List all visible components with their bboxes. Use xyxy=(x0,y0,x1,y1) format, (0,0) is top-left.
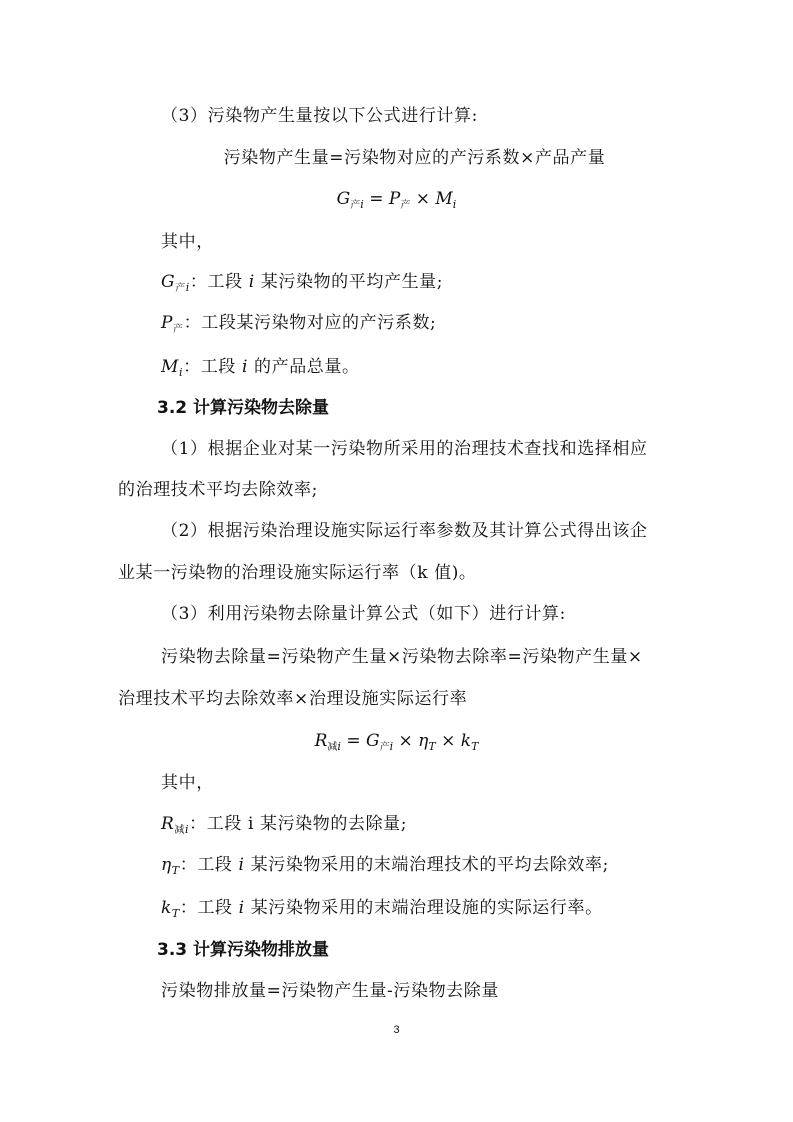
paragraph-emission: 污染物排放量=污染物产生量-污染物去除量 xyxy=(161,981,499,1001)
subscript: 减 xyxy=(174,825,186,836)
index: T xyxy=(428,740,436,753)
symbol-m: M xyxy=(435,189,453,209)
paragraph-step-1-line-2: 的治理技术平均去除效率; xyxy=(118,480,318,500)
subscript: 产 xyxy=(379,742,390,753)
symbol: R xyxy=(161,814,175,834)
symbol: G xyxy=(161,272,176,292)
definition-text: ：工段 xyxy=(179,898,239,918)
variable: i xyxy=(248,272,255,292)
index: T xyxy=(171,864,180,877)
symbol: η xyxy=(161,855,172,875)
symbol-eta: η xyxy=(418,731,429,751)
paragraph-step-2-line-1: （2）根据污染治理设施实际运行率参数及其计算公式得出该企 xyxy=(161,521,648,541)
definition-text: ：工段 i 某污染物的去除量; xyxy=(189,814,408,834)
equals: = xyxy=(340,731,366,751)
variable: i xyxy=(238,855,245,875)
formula-removal xyxy=(0,729,793,760)
index: i xyxy=(179,366,184,379)
where-label: 其中， xyxy=(161,773,214,793)
index: i xyxy=(360,198,364,211)
subscript: 减 xyxy=(327,742,338,753)
page-number: 3 xyxy=(393,1024,400,1036)
section-heading-3-2: 3.2 计算污染物去除量 xyxy=(157,398,330,418)
definition-text: ：工段某污染物对应的产污系数; xyxy=(183,313,437,333)
index: i xyxy=(185,281,190,294)
paragraph-step-2-line-2: 业某一污染物的治理设施实际运行率（k 值)。 xyxy=(118,563,477,583)
variable: i xyxy=(238,898,245,918)
definition-r xyxy=(161,812,407,843)
paragraph-formula-intro: （3）污染物产生量按以下公式进行计算: xyxy=(161,106,478,126)
subscript: 产 xyxy=(400,200,411,211)
formula-text-production: 污染物产生量=污染物对应的产污系数×产品产量 xyxy=(223,148,606,168)
variable: i xyxy=(241,357,248,377)
definition-g xyxy=(161,270,443,301)
definition-text: 的产品总量。 xyxy=(248,357,360,377)
times: × xyxy=(393,731,419,751)
paragraph-step-1-line-1: （1）根据企业对某一污染物所采用的治理技术查找和选择相应 xyxy=(161,439,648,459)
paragraph-step-3: （3）利用污染物去除量计算公式（如下）进行计算: xyxy=(161,604,566,624)
index: i xyxy=(337,740,341,753)
definition-text: ：工段 xyxy=(189,272,249,292)
symbol-g: G xyxy=(336,189,351,209)
symbol: P xyxy=(161,313,174,333)
definition-text: 某污染物采用的末端治理设施的实际运行率。 xyxy=(244,898,603,918)
definition-m xyxy=(161,355,360,385)
paragraph-removal-line-1: 污染物去除量=污染物产生量×污染物去除率=污染物产生量× xyxy=(161,647,643,667)
definition-eta xyxy=(161,853,609,883)
paragraph-removal-line-2: 治理技术平均去除效率×治理设施实际运行率 xyxy=(118,689,468,709)
definition-text: ：工段 xyxy=(183,357,242,377)
symbol-g: G xyxy=(365,731,380,751)
definition-text: ：工段 xyxy=(179,855,239,875)
times: × xyxy=(435,731,461,751)
where-label: 其中， xyxy=(161,232,214,252)
index: T xyxy=(471,740,479,753)
times: × xyxy=(410,189,436,209)
symbol-k: k xyxy=(460,731,472,751)
index: i xyxy=(185,823,190,836)
definition-p xyxy=(161,311,436,342)
symbol: M xyxy=(161,357,180,377)
equals: = xyxy=(363,189,389,209)
subscript: 产 xyxy=(173,324,184,335)
definition-text: 某污染物的平均产生量; xyxy=(254,272,444,292)
index: T xyxy=(171,907,180,920)
formula-production xyxy=(0,187,793,218)
symbol: k xyxy=(161,898,172,918)
definition-k xyxy=(161,896,603,926)
definition-text: 某污染物采用的末端治理技术的平均去除效率; xyxy=(244,855,609,875)
section-heading-3-3: 3.3 计算污染物排放量 xyxy=(157,940,330,960)
subscript: 产 xyxy=(350,200,361,211)
index: i xyxy=(389,740,394,753)
symbol-r: R xyxy=(314,731,328,751)
symbol-p: P xyxy=(388,189,401,209)
index: i xyxy=(452,198,457,211)
subscript: 产 xyxy=(175,283,186,294)
